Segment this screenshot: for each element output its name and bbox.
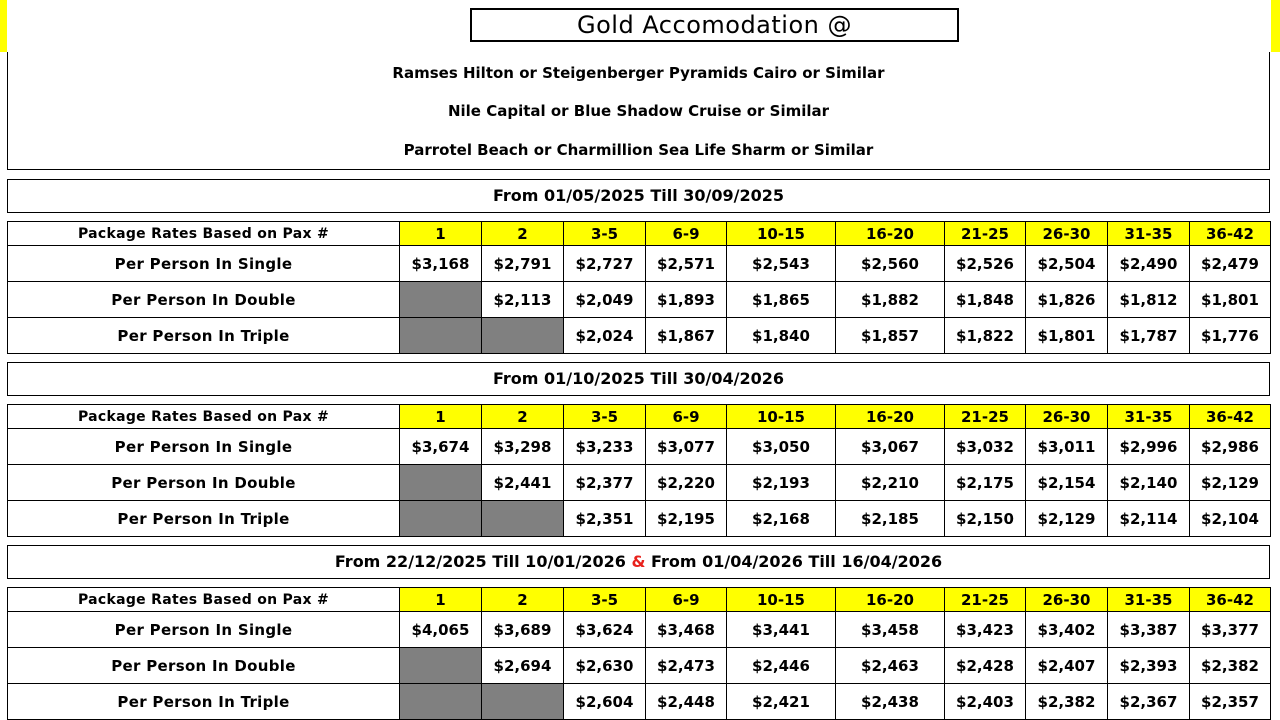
top-left-edge (0, 0, 7, 52)
pax-group-header: 16-20 (836, 222, 945, 246)
pax-group-header: 16-20 (836, 588, 945, 612)
price-cell: $2,193 (727, 465, 836, 501)
period-3-label-b: From 01/04/2026 Till 16/04/2026 (651, 552, 943, 571)
price-cell: $2,694 (482, 648, 564, 684)
price-cell: $1,848 (945, 282, 1026, 318)
top-right-edge (1271, 0, 1280, 52)
pax-group-header: 21-25 (945, 222, 1026, 246)
period-3-title (7, 545, 1270, 579)
unavailable-cell (482, 684, 564, 720)
price-cell: $2,630 (564, 648, 646, 684)
unavailable-cell (400, 318, 482, 354)
pax-group-header: 10-15 (727, 588, 836, 612)
price-cell: $1,893 (646, 282, 727, 318)
price-cell: $2,113 (482, 282, 564, 318)
rates-table-period-2 (7, 404, 1271, 537)
header-label: Package Rates Based on Pax # (8, 222, 400, 246)
price-cell: $2,441 (482, 465, 564, 501)
rates-table-period-1 (7, 221, 1271, 354)
price-cell: $2,129 (1026, 501, 1108, 537)
price-cell: $3,077 (646, 429, 727, 465)
price-cell: $3,233 (564, 429, 646, 465)
period-3-ampersand: & (631, 552, 646, 571)
price-cell: $3,624 (564, 612, 646, 648)
price-cell: $1,882 (836, 282, 945, 318)
price-cell: $2,448 (646, 684, 727, 720)
price-cell: $2,996 (1108, 429, 1190, 465)
unavailable-cell (400, 282, 482, 318)
unavailable-cell (482, 501, 564, 537)
pax-group-header: 1 (400, 222, 482, 246)
price-cell: $3,067 (836, 429, 945, 465)
price-cell: $2,140 (1108, 465, 1190, 501)
unavailable-cell (482, 318, 564, 354)
rate-row-single (8, 429, 1271, 465)
price-cell: $2,210 (836, 465, 945, 501)
header-row (8, 405, 1271, 429)
pax-group-header: 10-15 (727, 222, 836, 246)
price-cell: $2,129 (1190, 465, 1271, 501)
hotel-sharm: Parrotel Beach or Charmillion Sea Life Sharm or Similar (403, 141, 874, 159)
period-1-title (7, 179, 1270, 213)
pax-group-header: 3-5 (564, 588, 646, 612)
pax-group-header: 6-9 (646, 405, 727, 429)
price-cell: $1,840 (727, 318, 836, 354)
row-label: Per Person In Single (8, 429, 400, 465)
header-row (8, 588, 1271, 612)
price-cell: $4,065 (400, 612, 482, 648)
unavailable-cell (400, 465, 482, 501)
price-cell: $2,220 (646, 465, 727, 501)
price-cell: $2,382 (1190, 648, 1271, 684)
pax-group-header: 31-35 (1108, 405, 1190, 429)
price-cell: $2,195 (646, 501, 727, 537)
row-label: Per Person In Double (8, 282, 400, 318)
price-cell: $1,812 (1108, 282, 1190, 318)
pax-group-header: 31-35 (1108, 222, 1190, 246)
price-cell: $3,423 (945, 612, 1026, 648)
pax-group-header: 26-30 (1026, 222, 1108, 246)
price-cell: $3,689 (482, 612, 564, 648)
price-cell: $2,104 (1190, 501, 1271, 537)
unavailable-cell (400, 648, 482, 684)
price-cell: $3,050 (727, 429, 836, 465)
price-cell: $2,407 (1026, 648, 1108, 684)
price-cell: $2,150 (945, 501, 1026, 537)
price-cell: $2,393 (1108, 648, 1190, 684)
hotel-cairo: Ramses Hilton or Steigenberger Pyramids Cairo or Similar (392, 64, 885, 82)
pax-group-header: 3-5 (564, 405, 646, 429)
rate-row-double (8, 648, 1271, 684)
row-label: Per Person In Triple (8, 684, 400, 720)
price-cell: $1,776 (1190, 318, 1271, 354)
pax-group-header: 16-20 (836, 405, 945, 429)
price-cell: $1,787 (1108, 318, 1190, 354)
row-label: Per Person In Single (8, 612, 400, 648)
price-cell: $1,801 (1190, 282, 1271, 318)
price-cell: $2,463 (836, 648, 945, 684)
row-label: Per Person In Double (8, 648, 400, 684)
price-cell: $2,571 (646, 246, 727, 282)
rate-row-single (8, 612, 1271, 648)
row-label: Per Person In Single (8, 246, 400, 282)
rate-row-triple (8, 684, 1271, 720)
price-cell: $2,490 (1108, 246, 1190, 282)
unavailable-cell (400, 501, 482, 537)
hotel-cruise: Nile Capital or Blue Shadow Cruise or Similar (447, 102, 830, 120)
price-cell: $2,791 (482, 246, 564, 282)
pax-group-header: 26-30 (1026, 588, 1108, 612)
rate-row-triple (8, 318, 1271, 354)
pax-group-header: 26-30 (1026, 405, 1108, 429)
pax-group-header: 36-42 (1190, 588, 1271, 612)
hotel-list (7, 52, 1270, 170)
rate-row-triple (8, 501, 1271, 537)
pax-group-header: 2 (482, 405, 564, 429)
price-cell: $2,049 (564, 282, 646, 318)
pax-group-header: 36-42 (1190, 405, 1271, 429)
price-cell: $2,543 (727, 246, 836, 282)
price-cell: $2,504 (1026, 246, 1108, 282)
price-cell: $2,438 (836, 684, 945, 720)
pax-group-header: 36-42 (1190, 222, 1271, 246)
price-cell: $1,826 (1026, 282, 1108, 318)
pax-group-header: 21-25 (945, 405, 1026, 429)
row-label: Per Person In Double (8, 465, 400, 501)
price-cell: $1,867 (646, 318, 727, 354)
header-label: Package Rates Based on Pax # (8, 588, 400, 612)
price-cell: $2,185 (836, 501, 945, 537)
pax-group-header: 6-9 (646, 222, 727, 246)
period-2-title (7, 362, 1270, 396)
price-cell: $2,024 (564, 318, 646, 354)
pax-group-header: 3-5 (564, 222, 646, 246)
period-2-label: From 01/10/2025 Till 30/04/2026 (492, 369, 785, 388)
header-label: Package Rates Based on Pax # (8, 405, 400, 429)
pax-group-header: 10-15 (727, 405, 836, 429)
price-cell: $2,986 (1190, 429, 1271, 465)
pax-group-header: 6-9 (646, 588, 727, 612)
pax-group-header: 2 (482, 222, 564, 246)
price-cell: $3,377 (1190, 612, 1271, 648)
price-cell: $2,351 (564, 501, 646, 537)
price-cell: $3,387 (1108, 612, 1190, 648)
price-cell: $2,479 (1190, 246, 1271, 282)
pax-group-header: 1 (400, 588, 482, 612)
price-cell: $2,168 (727, 501, 836, 537)
pax-group-header: 21-25 (945, 588, 1026, 612)
price-cell: $2,428 (945, 648, 1026, 684)
price-cell: $1,865 (727, 282, 836, 318)
price-cell: $1,857 (836, 318, 945, 354)
period-1-label: From 01/05/2025 Till 30/09/2025 (492, 186, 785, 205)
price-cell: $2,560 (836, 246, 945, 282)
price-cell: $3,402 (1026, 612, 1108, 648)
price-cell: $3,011 (1026, 429, 1108, 465)
period-3-label-a: From 22/12/2025 Till 10/01/2026 (334, 552, 626, 571)
price-cell: $2,175 (945, 465, 1026, 501)
row-label: Per Person In Triple (8, 318, 400, 354)
rate-row-double (8, 465, 1271, 501)
row-label: Per Person In Triple (8, 501, 400, 537)
price-cell: $1,822 (945, 318, 1026, 354)
price-cell: $2,604 (564, 684, 646, 720)
price-cell: $2,421 (727, 684, 836, 720)
price-cell: $2,382 (1026, 684, 1108, 720)
price-cell: $3,441 (727, 612, 836, 648)
price-cell: $3,674 (400, 429, 482, 465)
pax-group-header: 1 (400, 405, 482, 429)
price-cell: $2,357 (1190, 684, 1271, 720)
price-cell: $2,154 (1026, 465, 1108, 501)
price-cell: $2,727 (564, 246, 646, 282)
price-cell: $2,377 (564, 465, 646, 501)
pax-group-header: 31-35 (1108, 588, 1190, 612)
price-cell: $3,298 (482, 429, 564, 465)
header-row (8, 222, 1271, 246)
rate-row-double (8, 282, 1271, 318)
price-cell: $3,168 (400, 246, 482, 282)
rate-row-single (8, 246, 1271, 282)
rates-table-period-3 (7, 587, 1271, 720)
price-cell: $2,473 (646, 648, 727, 684)
unavailable-cell (400, 684, 482, 720)
price-cell: $2,367 (1108, 684, 1190, 720)
price-cell: $3,468 (646, 612, 727, 648)
price-cell: $2,403 (945, 684, 1026, 720)
price-cell: $2,526 (945, 246, 1026, 282)
price-cell: $2,446 (727, 648, 836, 684)
price-cell: $3,458 (836, 612, 945, 648)
pax-group-header: 2 (482, 588, 564, 612)
price-cell: $2,114 (1108, 501, 1190, 537)
price-cell: $1,801 (1026, 318, 1108, 354)
page-title: Gold Accomodation @ (470, 8, 959, 42)
price-cell: $3,032 (945, 429, 1026, 465)
